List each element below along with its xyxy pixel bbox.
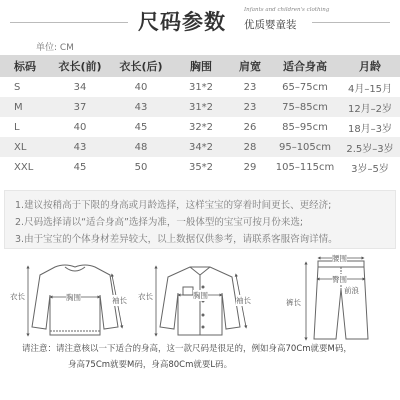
title-subtitle-english: Infants and children's clothing	[244, 7, 330, 13]
title-block	[0, 6, 400, 38]
table-cell: 4月–15月	[340, 77, 400, 97]
table-cell: 45	[110, 117, 172, 137]
header-cell: 衣长(前)	[50, 55, 110, 77]
table-cell: 85–95cm	[270, 117, 340, 137]
diagram-label-pants-length: 裤长	[286, 298, 301, 307]
pants-diagram	[314, 261, 368, 339]
table-cell: 31*2	[172, 77, 230, 97]
footer-line: 请注意：请注意核以一下适合的身高，这一款尺码是很足的，例如身高70Cm就要M码，	[22, 344, 352, 354]
table-cell: 95–105cm	[270, 137, 340, 157]
footer-line: 身高75Cm就要M码，身高80Cm就要L码。	[68, 360, 233, 370]
measurement-diagrams	[0, 255, 400, 347]
table-cell: 26	[230, 117, 270, 137]
title-divider-left	[10, 22, 128, 23]
table-cell: 40	[50, 117, 110, 137]
note-line: 1.建议按稍高于下限的身高或月龄选择，这样宝宝的穿着时间更长、更经济;	[15, 200, 332, 211]
table-cell: S	[0, 77, 50, 97]
table-cell: 50	[110, 157, 172, 177]
table-cell: XXL	[0, 157, 50, 177]
table-row	[0, 137, 400, 157]
table-row	[0, 157, 400, 177]
table-row	[0, 77, 400, 97]
size-table	[0, 55, 400, 177]
table-cell: M	[0, 97, 50, 117]
table-cell: 105–115cm	[270, 157, 340, 177]
shirt-diagram	[160, 267, 240, 335]
header-cell: 适合身高	[270, 55, 340, 77]
table-cell: 35*2	[172, 157, 230, 177]
table-header-row	[0, 55, 400, 77]
diagram-label-length: 衣长	[138, 292, 153, 301]
title-divider-right	[312, 22, 390, 23]
table-cell: 75–85cm	[270, 97, 340, 117]
table-cell: XL	[0, 137, 50, 157]
diagram-label-hip: 臀围	[332, 275, 347, 284]
table-cell: 23	[230, 77, 270, 97]
title-subtitle-chinese: 优质婴童装	[244, 19, 297, 31]
header-cell: 胸围	[172, 55, 230, 77]
diagram-label-chest: 胸围	[66, 293, 81, 302]
table-cell: 37	[50, 97, 110, 117]
table-cell: 34	[50, 77, 110, 97]
table-cell: 65–75cm	[270, 77, 340, 97]
table-cell: 28	[230, 137, 270, 157]
diagram-label-chest: 胸围	[193, 291, 208, 300]
header-cell: 肩宽	[230, 55, 270, 77]
table-cell: 2.5岁–3岁	[340, 137, 400, 157]
table-cell: 32*2	[172, 117, 230, 137]
unit-label: 单位: CM	[36, 43, 74, 53]
diagram-label-sleeve: 袖长	[112, 296, 127, 305]
page-title: 尺码参数	[138, 10, 226, 34]
table-cell: 43	[50, 137, 110, 157]
table-row	[0, 97, 400, 117]
diagram-label-sleeve: 袖长	[236, 296, 251, 305]
note-line: 3.由于宝宝的个体身材差异较大，以上数据仅供参考，请联系客服咨询详情。	[15, 234, 338, 245]
table-cell: 43	[110, 97, 172, 117]
table-row	[0, 117, 400, 137]
header-cell: 衣长(后)	[110, 55, 172, 77]
table-cell: 18月–3岁	[340, 117, 400, 137]
table-cell: 3岁–5岁	[340, 157, 400, 177]
table-cell: 34*2	[172, 137, 230, 157]
header-cell: 月龄	[340, 55, 400, 77]
header-cell: 标码	[0, 55, 50, 77]
table-cell: 40	[110, 77, 172, 97]
table-cell: L	[0, 117, 50, 137]
garment-diagrams-svg	[0, 255, 400, 347]
table-cell: 12月–2岁	[340, 97, 400, 117]
table-cell: 23	[230, 97, 270, 117]
diagram-label-waist: 腰围	[332, 254, 347, 263]
table-cell: 48	[110, 137, 172, 157]
table-cell: 45	[50, 157, 110, 177]
note-line: 2.尺码选择请以“适合身高”选择为准，一般体型的宝宝可按月份来选;	[15, 217, 304, 228]
table-cell: 31*2	[172, 97, 230, 117]
diagram-label-length: 衣长	[10, 292, 25, 301]
notes-box	[4, 190, 396, 249]
diagram-label-rise: 前浪	[344, 286, 359, 295]
table-cell: 29	[230, 157, 270, 177]
